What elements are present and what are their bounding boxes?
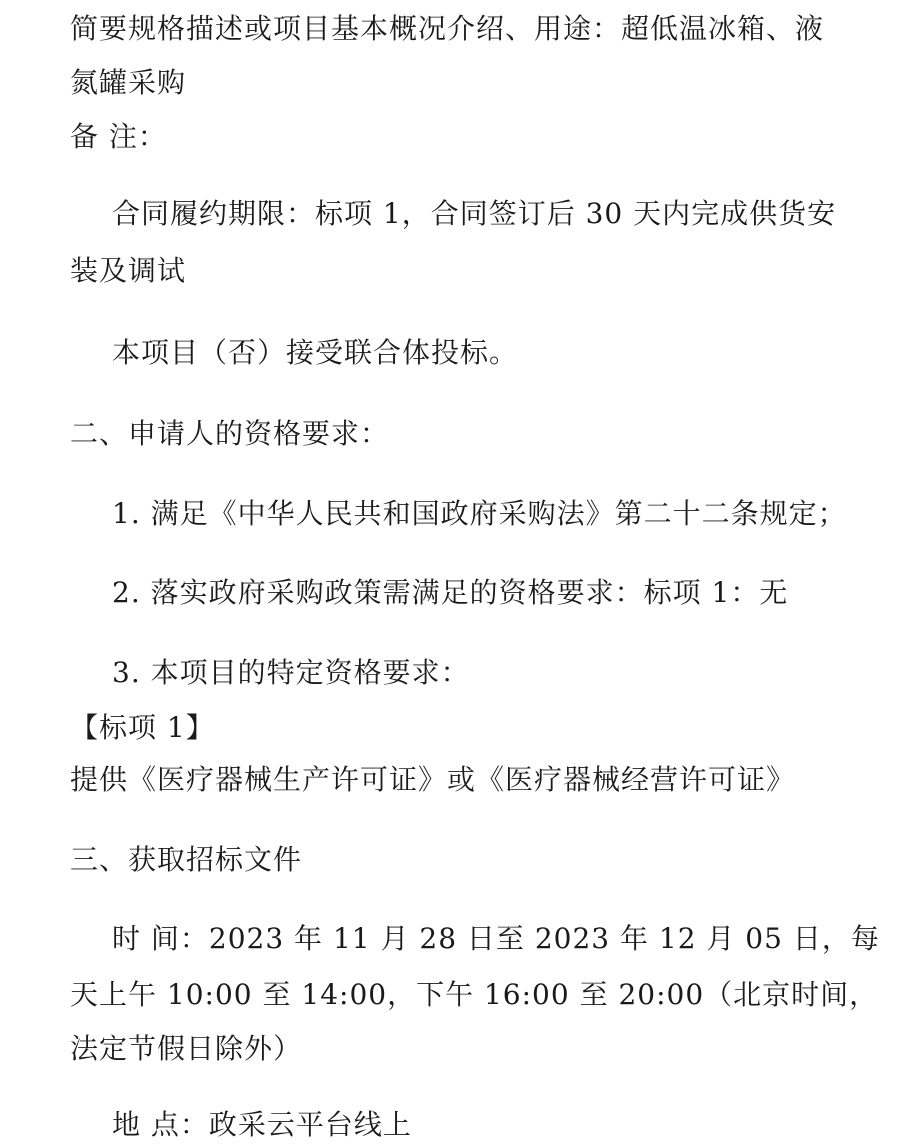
lot-label: 【标项 1】 <box>70 711 215 744</box>
time-line-3: 法定节假日除外） <box>70 1032 303 1065</box>
section-heading-obtain-documents: 三、获取招标文件 <box>70 843 303 876</box>
section-heading-qualifications: 二、申请人的资格要求： <box>70 417 390 450</box>
time-line-2: 天上午 10:00 至 14:00，下午 16:00 至 20:00（北京时间， <box>70 978 879 1011</box>
requirement-item-2: 2. 落实政府采购政策需满足的资格要求：标项 1：无 <box>112 576 789 609</box>
requirement-item-1: 1. 满足《中华人民共和国政府采购法》第二十二条规定； <box>112 497 847 530</box>
project-description-line-2: 氮罐采购 <box>70 66 187 99</box>
license-requirement-line: 提供《医疗器械生产许可证》或《医疗器械经营许可证》 <box>70 763 796 796</box>
contract-period-line-1: 合同履约期限：标项 1，合同签订后 30 天内完成供货安 <box>112 197 837 230</box>
consortium-bidding-line: 本项目（否）接受联合体投标。 <box>112 336 519 369</box>
requirement-item-3: 3. 本项目的特定资格要求： <box>112 656 470 689</box>
contract-period-line-2: 装及调试 <box>70 254 187 287</box>
project-description-line-1: 简要规格描述或项目基本概况介绍、用途：超低温冰箱、液 <box>70 12 825 45</box>
time-line-1: 时 间：2023 年 11 月 28 日至 2023 年 12 月 05 日，每 <box>112 922 880 955</box>
remarks-label: 备 注： <box>70 120 167 153</box>
location-line: 地 点：政采云平台线上 <box>112 1108 412 1141</box>
